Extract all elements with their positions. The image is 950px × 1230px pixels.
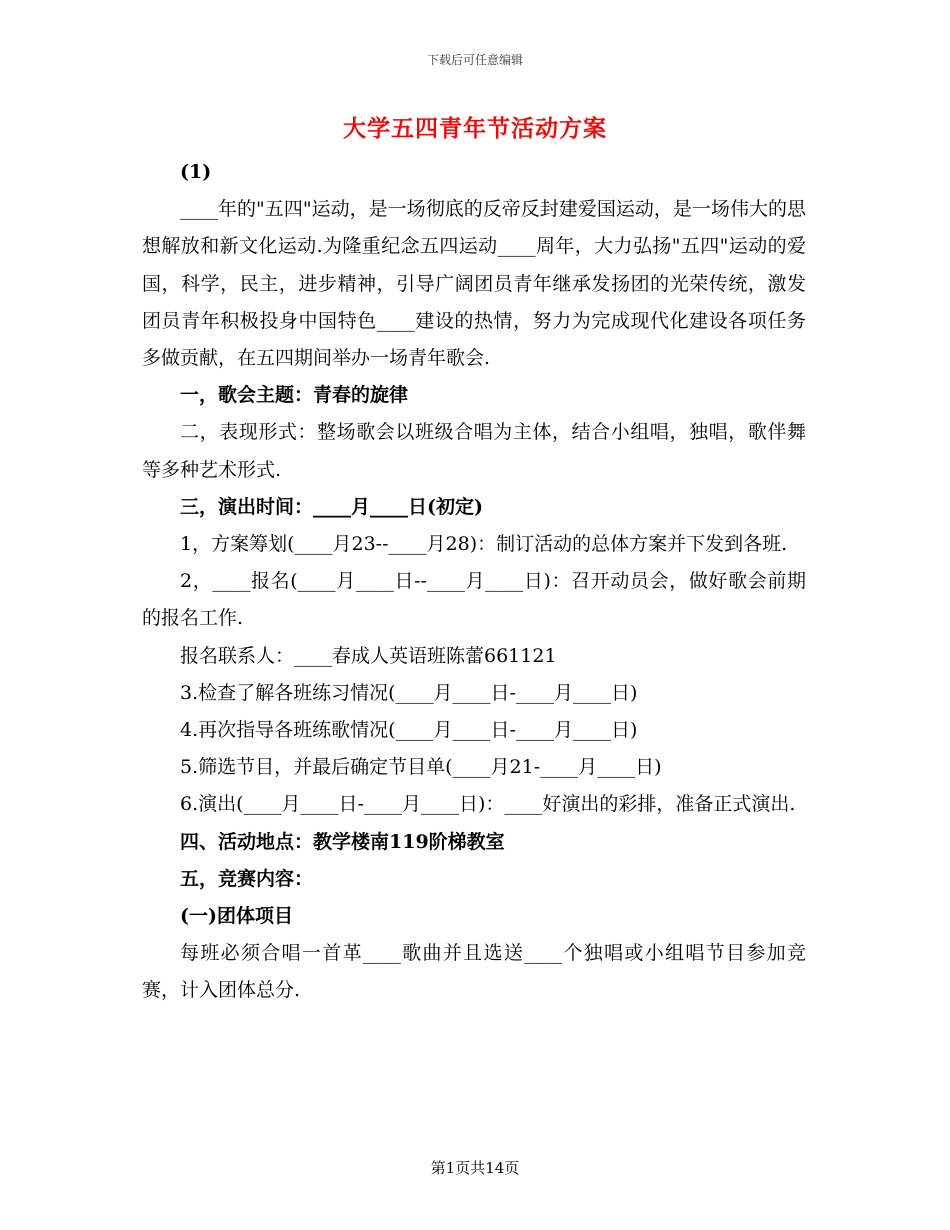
paragraph: 五，竞赛内容： bbox=[180, 867, 314, 890]
paragraph: 一，歌会主题：青春的旋律 bbox=[180, 384, 409, 407]
paragraph: 3.检查了解各班练习情况(____月____日-____月____日) bbox=[180, 681, 638, 704]
page-footer: 第1页共14页 bbox=[430, 1159, 520, 1177]
page-header: 下载后可任意编辑 bbox=[426, 53, 523, 67]
paragraph: 每班必须合唱一首革____歌曲并且选送____个独唱或小组唱节目参加竞赛，计入团体总分. bbox=[142, 942, 806, 1002]
paragraph: 1，方案筹划(____月23--____月28)：制订活动的总体方案并下发到各班. bbox=[180, 533, 788, 556]
paragraph: (1) bbox=[180, 161, 212, 183]
paragraph: 2，____报名(____月____日--____月____日)：召开动员会，做好歌会前期的报名工作. bbox=[142, 570, 806, 630]
document-body bbox=[142, 154, 806, 1010]
paragraph: ____年的"五四"运动，是一场彻底的反帝反封建爱国运动，是一场伟大的思想解放和新文化运动.为隆重纪念五四运动____周年，大力弘扬"五四"运动的爱国，科学，民主，进步精神，引导广阔团员青年继承发扬团的光荣传统，激发团员青年积极投身中国特色____建设的热情，努力为完成现代化建设各项任务多做贡献，在五四期间举办一场青年歌会. bbox=[142, 198, 806, 370]
paragraph: 5.筛选节目，并最后确定节目单(____月21-____月____日) bbox=[180, 756, 662, 779]
paragraph: 二，表现形式：整场歌会以班级合唱为主体，结合小组唱，独唱，歌伴舞等多种艺术形式. bbox=[142, 421, 806, 481]
paragraph: 三，演出时间：____月____日(初定) bbox=[180, 495, 483, 518]
paragraph: (一)团体项目 bbox=[180, 905, 293, 928]
paragraph: 4.再次指导各班练歌情况(____月____日-____月____日) bbox=[180, 719, 638, 742]
paragraph: 6.演出(____月____日-____月____日)：____好演出的彩排，准备正式演出. bbox=[180, 793, 796, 816]
paragraph: 四、活动地点：教学楼南119阶梯教室 bbox=[180, 830, 505, 853]
paragraph: 报名联系人：____春成人英语班陈蕾661121 bbox=[180, 644, 557, 667]
document-title: 大学五四青年节活动方案 bbox=[343, 115, 607, 142]
